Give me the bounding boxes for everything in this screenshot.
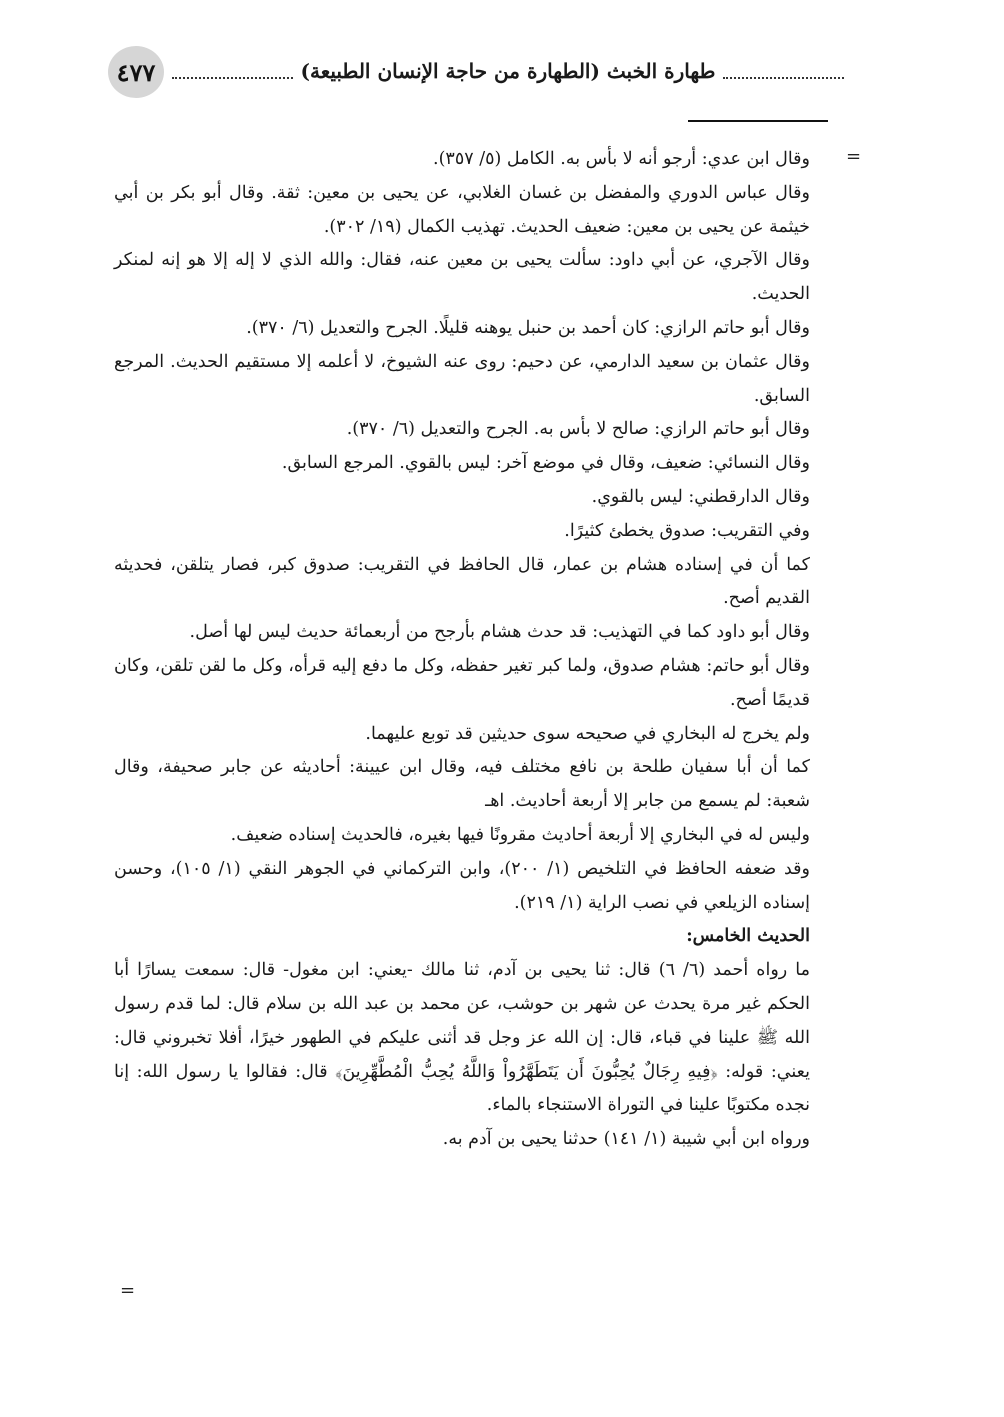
paragraph: وقال عثمان بن سعيد الدارمي، عن دحيم: روى عنه الشيوخ، لا أعلمه إلا مستقيم الحديث. المرجع السابق. (114, 351, 810, 406)
paragraph: وقال عباس الدوري والمفضل بن غسان الغلابي، عن يحيى بن معين: ثقة. وقال أبو بكر بن أبي خيثمة عن يحيى بن معين: ضعيف الحديث. تهذيب الكمال (١٩/ ٣٠٢). (114, 182, 810, 237)
footnote-continues-mark: = (120, 1280, 136, 1301)
footnote-separator (688, 120, 828, 122)
running-header (172, 56, 844, 86)
paragraph: وفي التقريب: صدوق يخطئ كثيرًا. (564, 520, 810, 541)
paragraph: ولم يخرج له البخاري في صحيحه سوى حديثين قد توبع عليهما. (365, 723, 810, 744)
footnote-body (114, 143, 810, 1157)
section-heading: الحديث الخامس: (686, 926, 810, 947)
paragraph: وقال الدارقطني: ليس بالقوي. (591, 486, 810, 507)
paragraph: كما أن أبا سفيان طلحة بن نافع مختلف فيه، وقال ابن عيينة: أحاديثه عن جابر صحيفة، وقال شعبة: لم يسمع من جابر إلا أربعة أحاديث. اهـ (114, 757, 810, 812)
paragraph: وقال النسائي: ضعيف، وقال في موضع آخر: ليس بالقوي. المرجع السابق. (281, 453, 810, 474)
paragraph: وليس له في البخاري إلا أربعة أحاديث مقرونًا فيها بغيره، فالحديث إسناده ضعيف. (230, 824, 810, 845)
header-dots-left (172, 77, 293, 79)
paragraph: وقد ضعفه الحافظ في التلخيص (١/ ٢٠٠)، وابن التركماني في الجوهر النقي (١/ ١٠٥)، وحسن إسناده الزيلعي في نصب الراية (١/ ٢١٩). (114, 858, 810, 913)
footnote-continued-mark: = (846, 146, 862, 167)
paragraph: وقال أبو حاتم الرازي: صالح لا بأس به. الجرح والتعديل (٦/ ٣٧٠). (346, 419, 810, 440)
paragraph: وقال ابن عدي: أرجو أنه لا بأس به. الكامل (٥/ ٣٥٧). (433, 149, 810, 169)
header-dots-right (723, 77, 844, 79)
header-title: طهارة الخبث (الطهارة من حاجة الإنسان الطبيعة) (300, 59, 716, 83)
paragraph: وقال أبو حاتم: هشام صدوق، ولما كبر تغير حفظه، وكل ما دفع إليه قرأه، وكل ما لقن تلقن، وكان قديمًا أصح. (114, 655, 810, 710)
paragraph: ورواه ابن أبي شيبة (١/ ١٤١) حدثنا يحيى بن آدم به. (442, 1129, 810, 1150)
paragraph: وقال أبو حاتم الرازي: كان أحمد بن حنبل يوهنه قليلًا. الجرح والتعديل (٦/ ٣٧٠). (246, 317, 810, 338)
paragraph: وقال أبو داود كما في التهذيب: قد حدث هشام بأرجح من أربعمائة حديث ليس لها أصل. (189, 622, 810, 643)
paragraph: وقال الآجري، عن أبي داود: سألت يحيى بن معين عنه، فقال: والله الذي لا إله إلا هو إنه لمنكر الحديث. (114, 250, 810, 305)
page-number: ٤٧٧ (108, 46, 164, 98)
paragraph: كما أن في إسناده هشام بن عمار، قال الحافظ في التقريب: صدوق كبر، فصار يتلقن، فحديثه القديم أصح. (114, 554, 810, 609)
paragraph: ما رواه أحمد (٦/ ٦) قال: ثنا يحيى بن آدم، ثنا مالك -يعني: ابن مغول- قال: سمعت يسارًا أبا الحكم غير مرة يحدث عن شهر بن حوشب، عن محمد بن عبد الله بن سلام قال: لما قدم رسول الله ﷺ علينا في قباء، قال: إن الله عز وجل قد أثنى عليكم في الطهور خيرًا، أفلا تخبروني قال: يعني: قوله: ﴿فِيهِ رِجَالٌ يُحِبُّونَ أَن يَتَطَهَّرُواْ وَاللَّهُ يُحِبُّ الْمُطَّهِّرِينَ﴾ قال: فقالوا يا رسول الله: إنا نجده مكتوبًا علينا في التوراة الاستنجاء بالماء. (114, 960, 810, 1116)
